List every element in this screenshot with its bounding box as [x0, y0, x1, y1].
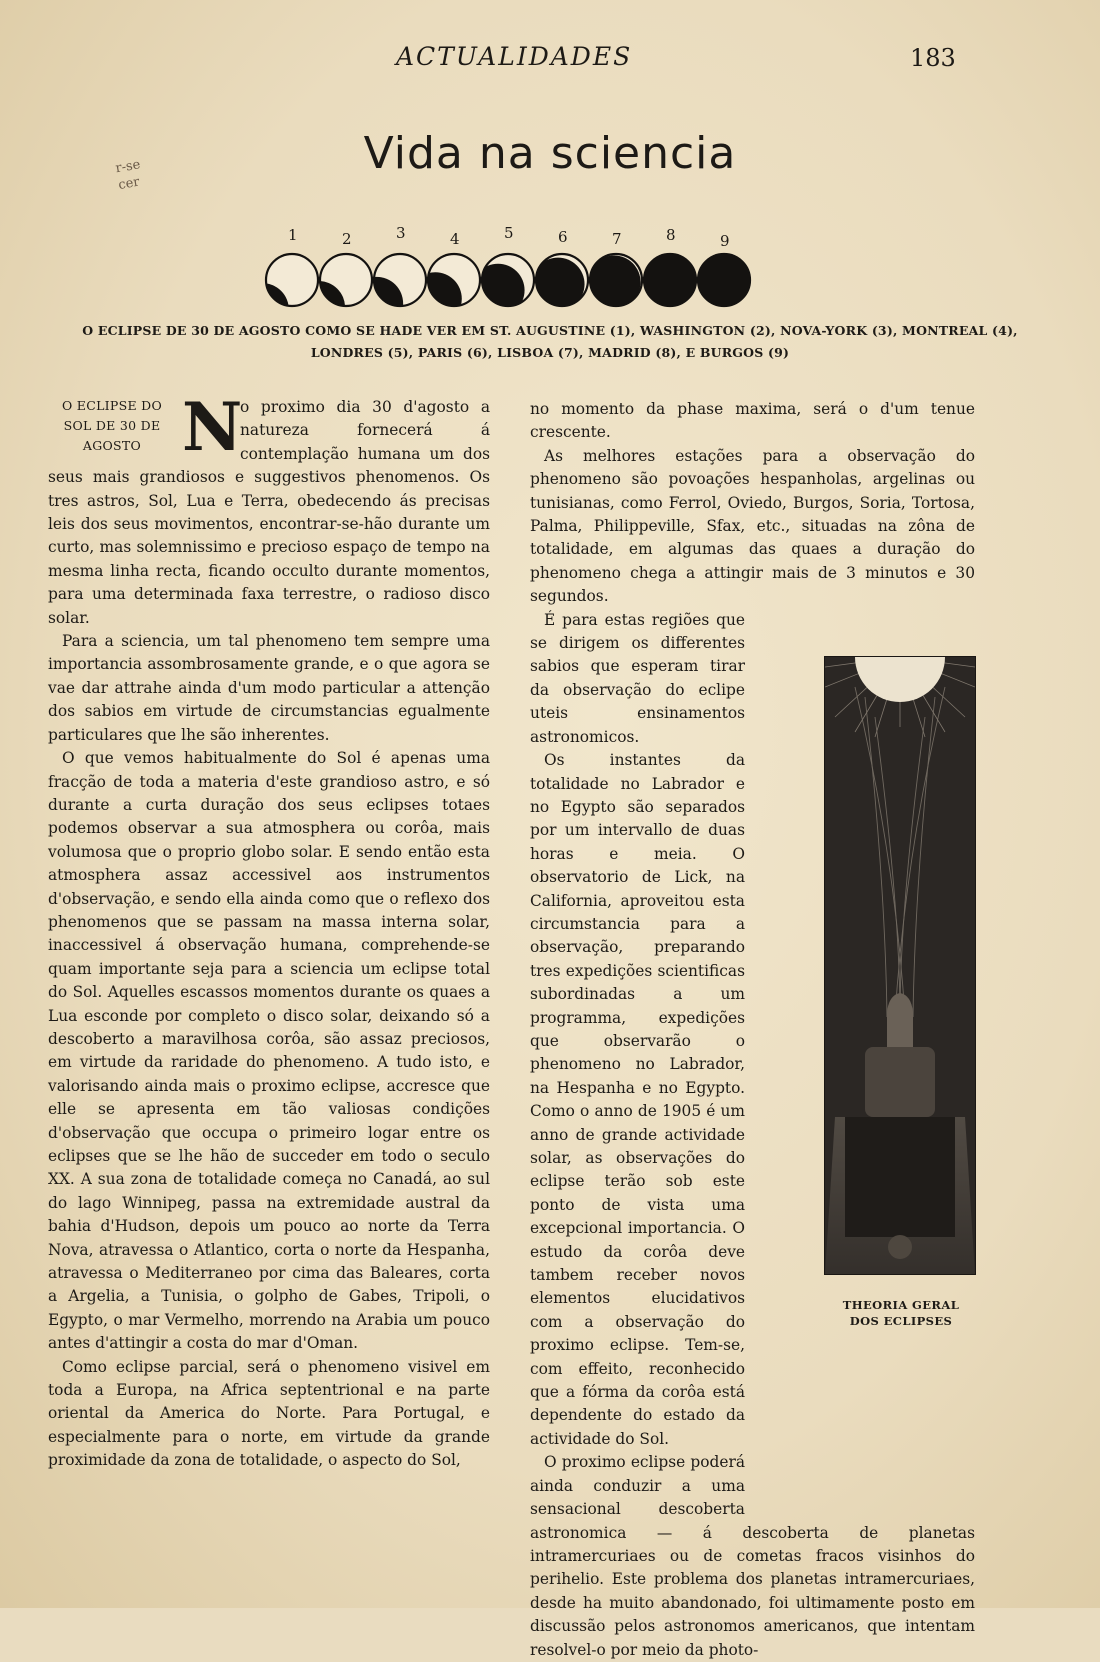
- phase-label-7: 7: [612, 230, 622, 248]
- page-header: [0, 42, 1100, 82]
- phase-label-1: 1: [288, 226, 298, 244]
- paragraph-2: Para a sciencia, um tal phenomeno tem sempre uma importancia assombrosamente grande, e o que agora se vae dar attrahe ainda d'um modo particular a attenção dos sabios em virtude de circumstancias egualmente particulares que lhe são inherentes.: [48, 632, 490, 744]
- figure-caption: [60, 320, 1040, 364]
- phase-label-5: 5: [504, 224, 514, 242]
- phase-disc-5: [472, 254, 534, 317]
- phase-label-3: 3: [396, 224, 406, 242]
- paragraph-1-text: o proximo dia 30 d'agosto a natureza fornecerá á contemplação humana um dos seus mais grandiosos e suggestivos phenomenos. Os tres astros, Sol, Lua e Terra, obedecendo ás precisas leis dos seus movimentos, encontrar-se-hão durante um curto, mas solemnissimo e precioso espaço de tempo na mesma linha recta, ficando occulto durante momentos, para uma determinada faxa terrestre, o radioso disco solar.: [48, 398, 490, 627]
- paragraph-5: no momento da phase maxima, será o d'um tenue crescente.: [530, 400, 975, 442]
- paragraph-3: O que vemos habitualmente do Sol é apenas uma fracção de toda a materia d'este grandioso astro, e só durante a curta duração dos seus eclipses totaes podemos observar a sua atmosphera ou corôa, mais volumosa que o proprio globo solar. E sendo então esta atmosphera assaz accessivel aos instrumentos d'observação, e sendo ella ainda como que o reflexo dos phenomenos que se passam na massa interna solar, inaccessivel á observação humana, comprehende-se quam importante seja para a sciencia um eclipse total do Sol. Aquelles escassos momentos durante os quaes a Lua esconde por completo o disco solar, deixando só a descoberto a maravilhosa corôa, são assaz preciosos, em virtude da raridade do phenomeno. A tudo isto, e valorisando ainda mais o proximo eclipse, accresce que elle se apresenta em tão valiosas condições d'observação que occupa o primeiro logar entre os eclipses que se lhe hão de succeder em todo o seculo XX. A sua zona de totalidade começa no Canadá, ao sul do lago Winnipeg, passa na extremidade austral da bahia d'Hudson, depois um pouco ao norte da Terra Nova, atravessa o Atlantico, corta o norte da Hespanha, atravessa o Mediterraneo por cima das Baleares, corta a Argelia, a Tunisia, o golpho de Gabes, Tripoli, o Egypto, o mar Vermelho, morrendo na Arabia um pouco antes d'attingir a costa do mar d'Oman.: [48, 749, 490, 1353]
- phase-label-8: 8: [666, 226, 676, 244]
- running-title: ACTUALIDADES: [396, 42, 633, 71]
- phase-disc-7: [587, 254, 642, 309]
- eclipse-phases-figure: [262, 224, 762, 320]
- earth-disc: [888, 1235, 912, 1259]
- figure-caption-line-2: LONDRES (5), PARIS (6), LISBOA (7), MADRID (8), E BURGOS (9): [310, 345, 790, 360]
- left-column: [48, 388, 490, 1473]
- paragraph-4: Como eclipse parcial, será o phenomeno visivel em toda a Europa, na Africa septentrional e na parte oriental da America do Norte. Para Portugal, e especialmente para o norte, em virtude da grande proximidade da zona de totalidade, o aspecto do Sol,: [48, 1357, 490, 1470]
- phase-disc-1: [262, 254, 318, 320]
- phase-label-2: 2: [342, 230, 352, 248]
- phase-disc-6: [532, 254, 588, 311]
- side-heading: O ECLIPSE DO SOL DE 30 DE AGOSTO: [61, 398, 163, 453]
- figure-caption-line-1: O ECLIPSE DE 30 DE AGOSTO COMO SE HADE VER EM ST. AUGUSTINE (1), WASHINGTON (2), NOVA-YORK (3), MONTREAL (4),: [82, 323, 1018, 338]
- paragraph-8: Os instantes da totalidade no Labrador e no Egypto são separados por um intervallo de duas horas e meia. O observatorio de Lick, na California, aproveitou esta circumstancia para a observação, preparando tres expedições scientificas subordinadas a um programma, expedições que observarão o phenomeno no Labrador, na Hespanha e no Egypto. Como o anno de 1905 é um anno de grande actividade solar, as observações do eclipse terão sob este ponto de vista uma excepcional importancia. O estudo da corôa deve tambem receber novos elementos elucidativos com a observação do proximo eclipse. Tem-se, com effeito, reconhecido que a fórma da corôa está dependente do estado da actividade do Sol.: [530, 751, 745, 1448]
- page-number: 183: [910, 44, 956, 72]
- drop-cap: N: [182, 388, 243, 466]
- eclipse-phases-svg: [262, 224, 762, 320]
- paragraph-1: [48, 388, 490, 630]
- paragraph-7: É para estas regiões que se dirigem os differentes sabios que esperam tirar da observação do eclipe uteis ensinamentos astronomicos.: [530, 610, 745, 746]
- moon-body: [887, 993, 913, 1052]
- eclipse-theory-engraving: [824, 656, 976, 1275]
- engraving-svg: [825, 657, 975, 1274]
- article-title: Vida na sciencia: [363, 128, 737, 179]
- paragraph-6: As melhores estações para a observação do phenomeno são povoações hespanholas, argelinas ou tunisianas, como Ferrol, Oviedo, Burgos, Soria, Tortosa, Palma, Philippeville, Sfax, etc., situadas na zôna de totalidade, em algumas das quaes a duração do phenomeno chega a attingir mais de 3 minutos e 30 segundos.: [530, 446, 975, 606]
- phase-label-6: 6: [558, 228, 568, 246]
- earth-block: [845, 1117, 955, 1237]
- phase-disc-8: [643, 254, 696, 307]
- phase-label-4: 4: [450, 230, 460, 248]
- phase-label-9: 9: [720, 232, 730, 250]
- shadow-column: [865, 1047, 935, 1117]
- margin-scrap: r-se cer: [114, 157, 142, 194]
- phase-disc-9: [697, 253, 750, 306]
- engraving-caption: THEORIA GERAL DOS ECLIPSES: [842, 1298, 960, 1328]
- paragraph-9: O proximo eclipse poderá ainda conduzir a uma sensacional descoberta astronomica — á descoberta de planetas intramercuriaes ou de cometas fracos visinhos do perihelio. Este problema dos planetas intramercuriaes, desde ha muito abandonado, foi ultimamente posto em discussão pelos astronomos americanos, que intentam resolvel-o por meio da photo-: [530, 1453, 975, 1659]
